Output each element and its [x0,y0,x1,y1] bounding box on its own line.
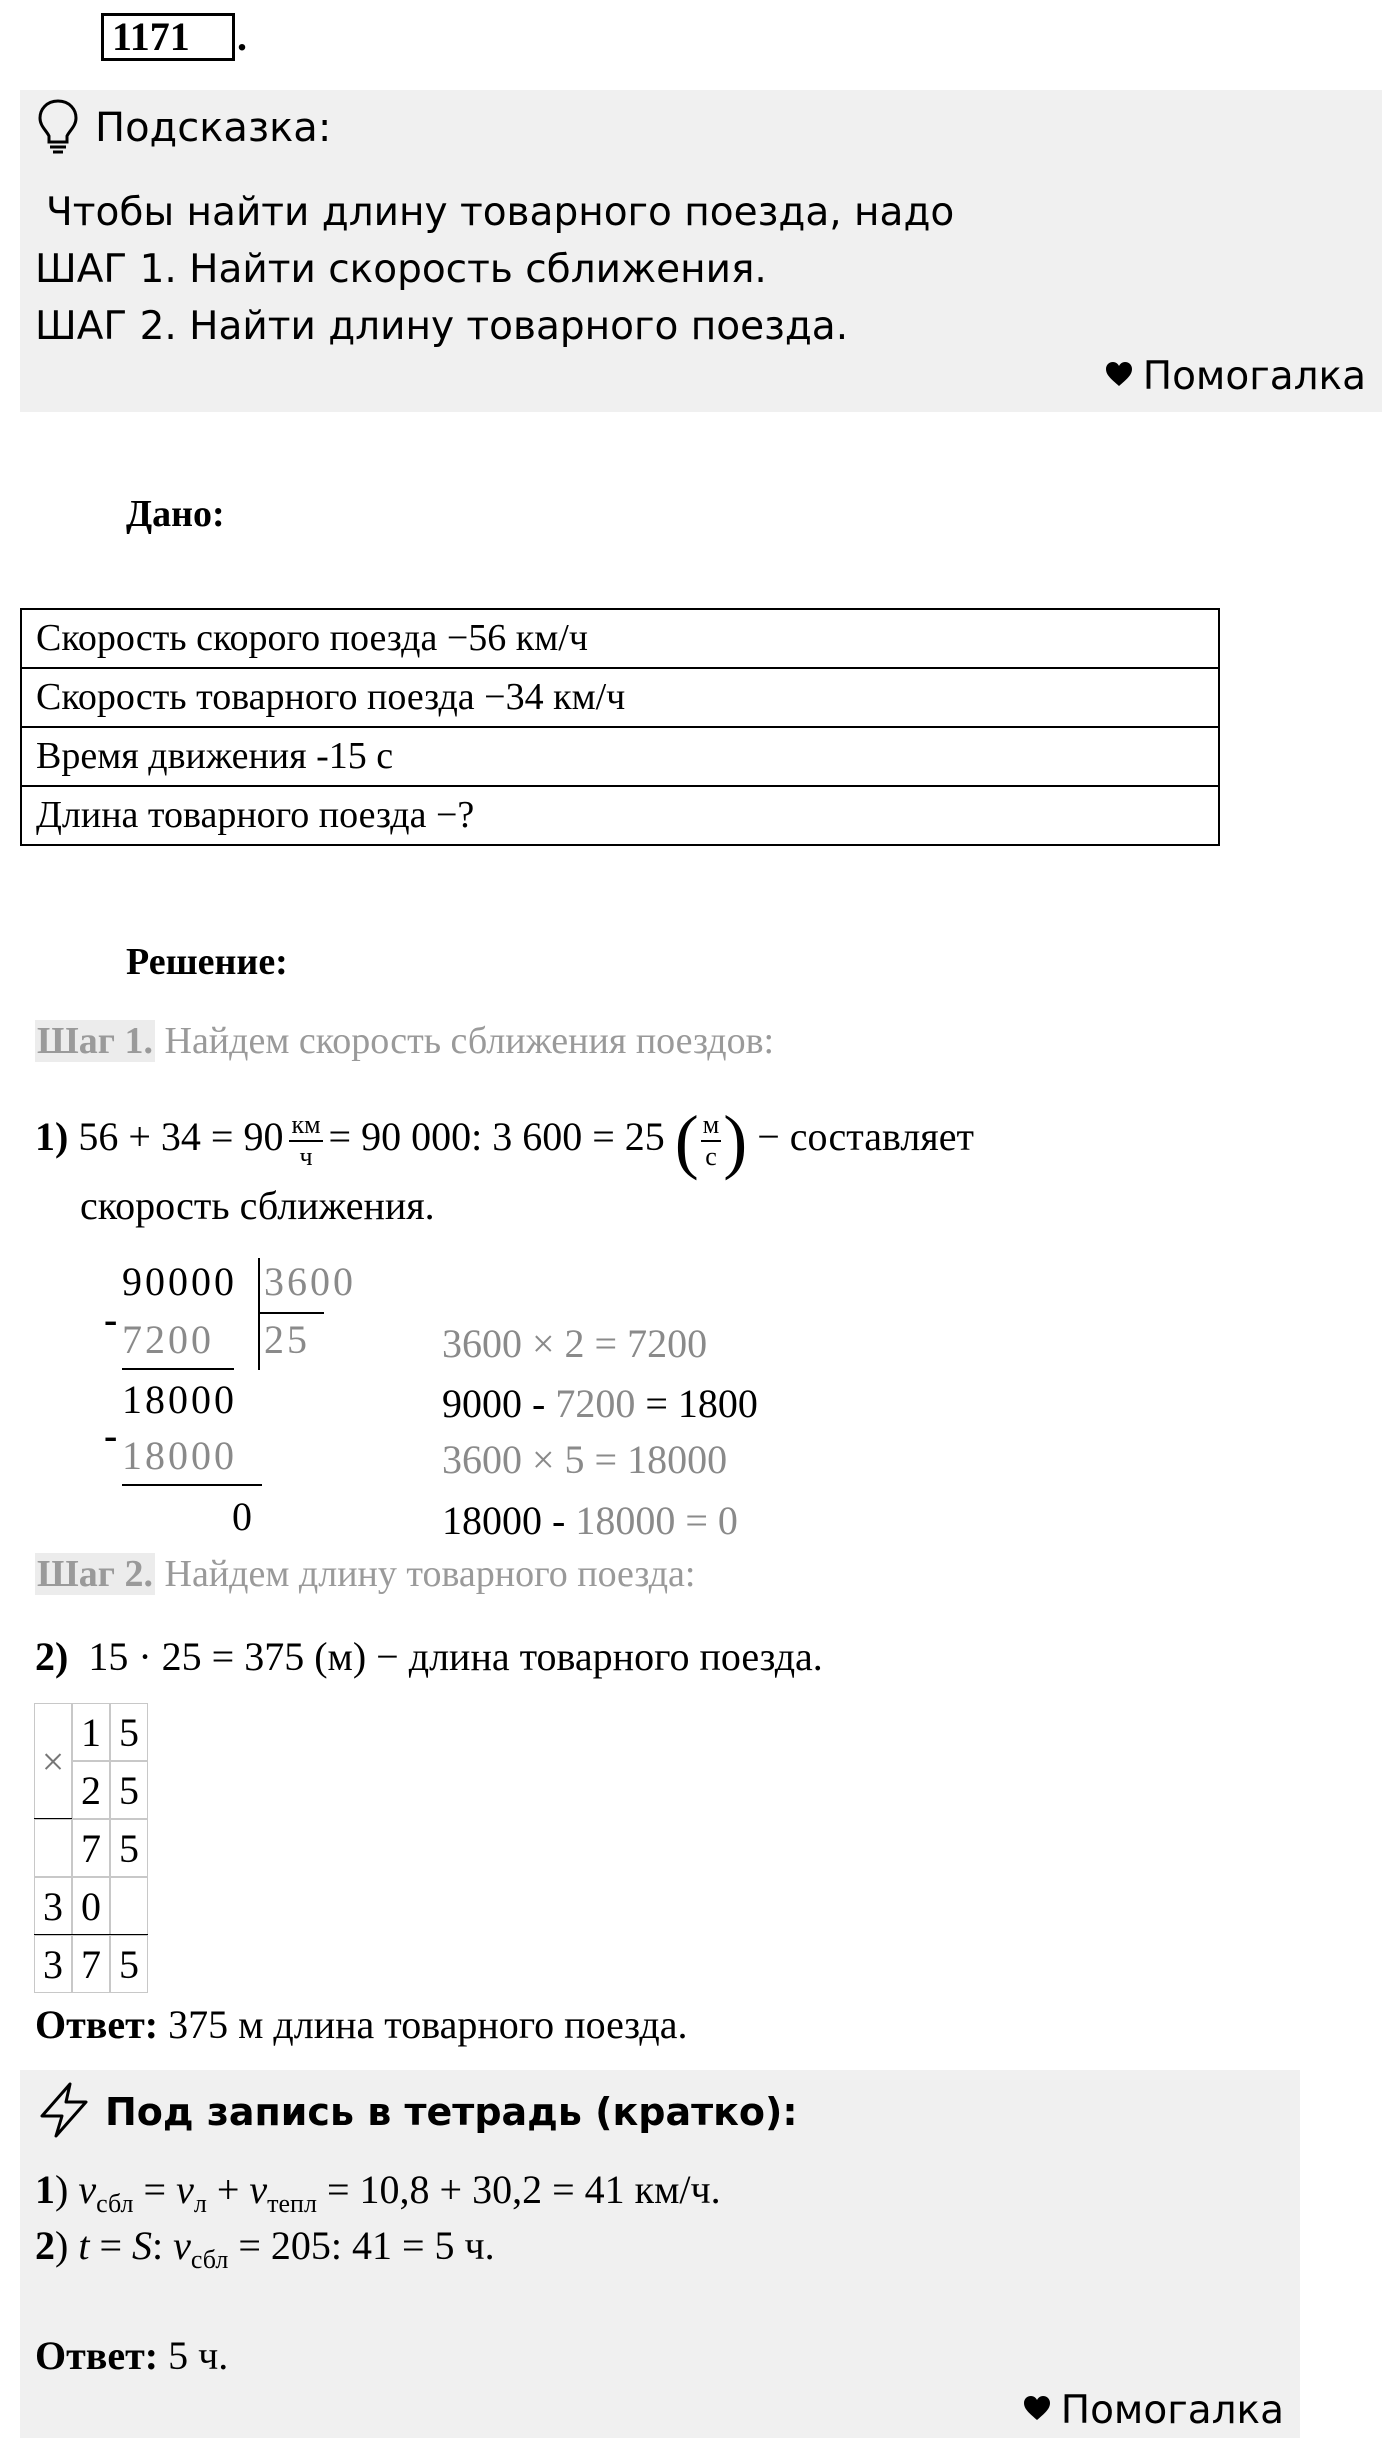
line-number: 2 [35,2223,55,2268]
grid-cell: 7 [72,1935,110,1993]
division-vertical-line [258,1258,260,1370]
op: + [206,2167,250,2212]
step1-label: Шаг 1. [37,1020,153,1062]
expr: = 10,8 + 30,2 = 41 км/ч. [316,2167,721,2212]
subscript: л [193,2189,207,2218]
var: v [173,2223,191,2268]
unit-fraction-result [701,1110,721,1172]
given-cell: Скорость скорого поезда −56 км/ч [21,609,1219,668]
divisor: 3600 [264,1259,356,1304]
answer-text: 375 м длина товарного поезда. [158,2002,688,2047]
left-paren: ( [674,1101,699,1181]
grid-cell: 7 [72,1819,110,1877]
brand-label: Помогалка [1142,354,1366,399]
equation-1-number: 1) [35,1114,69,1160]
notebook-line-2: 2) t = S: $v_{сбл} = 205$: 41 = 5 ч. [35,2223,495,2274]
answer [35,2001,688,2048]
table-row [21,786,1219,845]
hint-step1-label: ШАГ 1. [35,247,177,292]
calc-part: 18000 - [442,1498,576,1543]
subscript: тепл [267,2189,317,2218]
table-row [21,668,1219,727]
remainder-1: 18000 [122,1377,237,1422]
subtraction-line [122,1484,262,1486]
step1-heading [35,1019,774,1063]
notebook-answer [35,2332,228,2379]
op: : [152,2223,174,2268]
var: v [249,2167,268,2212]
right-paren: ) [723,1101,748,1181]
grid-cell: 3 [34,1935,72,1993]
hint-title: Подсказка: [95,105,332,151]
lightbulb-icon [36,98,80,156]
calc-part-gray: 18000 [575,1498,676,1543]
grid-cell: 5 [110,1935,148,1993]
hint-step2-label: ШАГ 2. [35,304,177,349]
grid-cell: 5 [110,1761,148,1819]
expr: = 205: 41 = 5 ч. [228,2223,495,2268]
minus-sign: - [104,1297,118,1342]
hint-step2 [35,304,848,349]
calc-part: = 1800 [635,1381,758,1426]
heart-icon [1105,361,1133,389]
grid-cell [34,1819,72,1877]
answer-label: Ответ: [35,2002,159,2047]
equation-1-part-b: = 90 000: 3 600 = 25 [328,1114,665,1160]
subtrahend-1: 7200 [122,1317,214,1362]
problem-number: 1171 [101,13,235,61]
multiply-sign: × [34,1703,72,1819]
calc-line-2 [442,1380,758,1427]
equation-1-continuation: скорость сближения. [80,1183,435,1228]
equation-1-part-a: 56 + 34 = 90 [78,1114,284,1160]
equation-1-part-c: − составляет [757,1114,974,1160]
lightning-icon [34,2080,94,2140]
answer-text: 5 ч. [158,2333,229,2378]
equation-2-number: 2) [35,1634,69,1679]
subtraction-line [122,1368,234,1370]
var: v [176,2167,194,2212]
table-row [21,727,1219,786]
minus-sign: - [104,1413,118,1458]
calc-part-gray: = 0 [675,1498,738,1543]
var: t [78,2223,90,2268]
calc-part: 9000 - [442,1381,556,1426]
calc-line-3: 3600 × 5 = 18000 [442,1437,728,1482]
hint-box [20,90,1382,412]
given-title: Дано: [126,493,225,535]
step1-text: Найдем скорость сближения поездов: [155,1020,775,1062]
quotient-line [260,1312,324,1314]
notebook-box [20,2070,1300,2438]
grid-cell: 1 [72,1703,110,1761]
line-number: 1 [35,2167,55,2212]
notebook-line-1: 1) $v_{сбл} = v_л + v_{тепл} = 10,8 + 30,2 = 41$ км/ч. [35,2167,721,2218]
hint-step1 [35,247,767,292]
given-cell: Скорость товарного поезда −34 км/ч [21,668,1219,727]
hint-line: Чтобы найти длину товарного поезда, надо [46,190,955,235]
given-table [20,608,1220,846]
grid-cell: 5 [110,1819,148,1877]
calc-line-4 [442,1497,738,1544]
table-row [21,609,1219,668]
subscript: сбл [96,2189,134,2218]
brand-link[interactable] [1023,2388,1284,2433]
step2-label: Шаг 2. [37,1553,153,1595]
calc-line-1: 3600 × 2 = 7200 [442,1321,708,1366]
fraction-denominator: ч [299,1142,313,1171]
equation-2-text: 15 · 25 = 375 (м) − длина товарного поезда. [88,1634,823,1679]
hint-step1-text: Найти скорость сближения. [176,247,767,292]
grid-cell: 2 [72,1761,110,1819]
given-cell: Длина товарного поезда −? [21,786,1219,845]
heart-icon [1023,2395,1051,2423]
grid-cell: 5 [110,1703,148,1761]
grid-cell [110,1877,148,1935]
var: S [132,2223,153,2268]
var: v [78,2167,97,2212]
grid-cell: 3 [34,1877,72,1935]
brand-link[interactable] [1105,354,1366,399]
problem-number-dot: . [237,14,247,59]
step2-heading [35,1552,695,1596]
subscript: сбл [190,2245,229,2274]
solution-title: Решение: [126,941,288,983]
step2-text: Найдем длину товарного поезда: [155,1553,696,1595]
dividend: 90000 [122,1259,237,1304]
equation-1 [35,1101,974,1181]
subtrahend-2: 18000 [122,1433,237,1478]
quotient: 25 [264,1317,310,1362]
equation-2 [35,1633,823,1680]
op: = [133,2167,177,2212]
op: = [89,2223,133,2268]
fraction-denominator: с [705,1142,717,1171]
calc-part-gray: 7200 [555,1381,636,1426]
notebook-title: Под запись в тетрадь (кратко): [105,2090,798,2134]
fraction-numerator: км [289,1110,322,1142]
brand-label: Помогалка [1060,2388,1284,2433]
grid-cell: 0 [72,1877,110,1935]
given-cell: Время движения -15 с [21,727,1219,786]
unit-fraction [289,1110,322,1172]
final-remainder: 0 [232,1494,255,1539]
answer-label: Ответ: [35,2333,159,2378]
fraction-numerator: м [701,1110,721,1142]
hint-step2-text: Найти длину товарного поезда. [176,304,849,349]
